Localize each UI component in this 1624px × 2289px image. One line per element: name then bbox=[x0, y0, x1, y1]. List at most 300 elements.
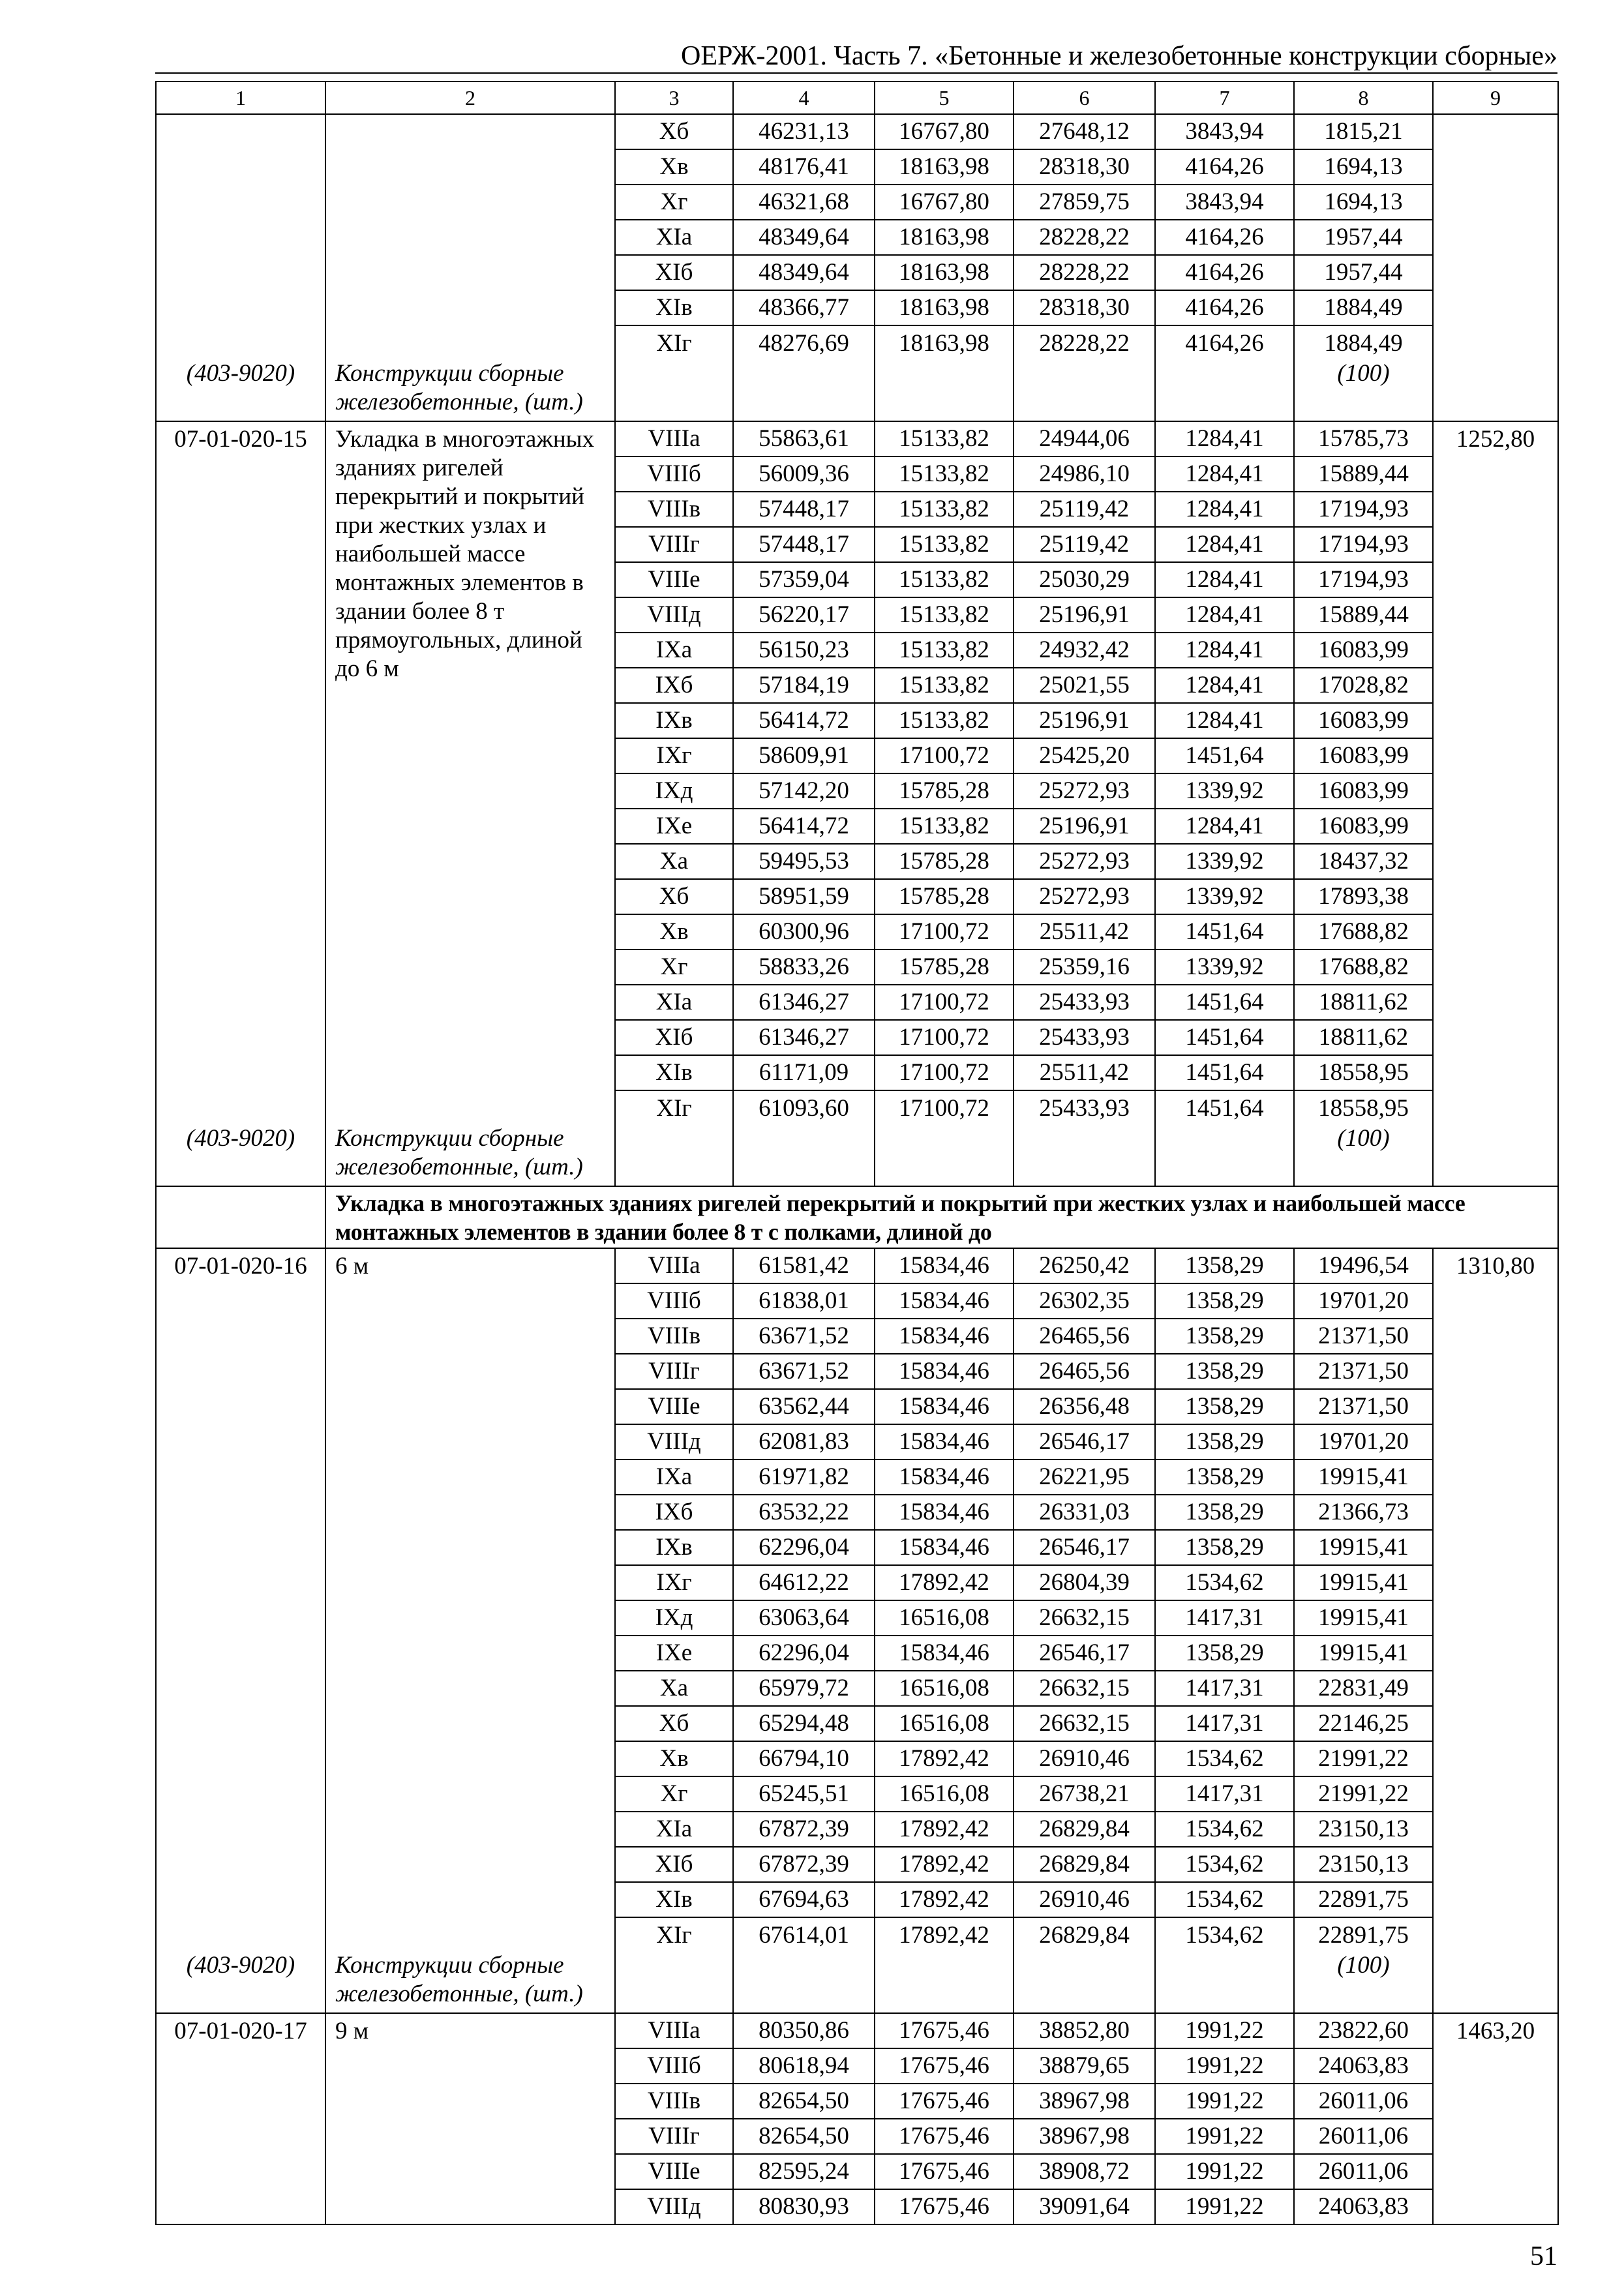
col-4-value: 65979,72 bbox=[759, 1675, 849, 1701]
col-5-cell bbox=[875, 773, 1014, 809]
col-3-cell bbox=[615, 773, 733, 809]
col-8-value: 17688,82 bbox=[1318, 918, 1409, 945]
col-3-value: Xв bbox=[659, 1745, 689, 1772]
col-6-cell bbox=[1014, 325, 1155, 421]
col-7-value: 1284,41 bbox=[1185, 813, 1264, 839]
col-8-cell bbox=[1294, 1812, 1433, 1847]
col-4-cell bbox=[733, 325, 875, 421]
col-7-value: 1417,31 bbox=[1185, 1710, 1264, 1737]
col-5-value: 15834,46 bbox=[899, 1287, 989, 1314]
col-8-value: 16083,99 bbox=[1318, 813, 1409, 839]
col-5-value: 18163,98 bbox=[899, 224, 989, 250]
col-7-value: 1417,31 bbox=[1185, 1675, 1264, 1701]
code-cell bbox=[156, 114, 325, 421]
col-3-value: XIб bbox=[655, 1851, 693, 1878]
col-7-cell bbox=[1155, 325, 1294, 421]
col-4-cell bbox=[733, 255, 875, 290]
col-4-cell bbox=[733, 220, 875, 255]
col-8-value: 19496,54 bbox=[1318, 1252, 1409, 1279]
col-8-value: 22891,75 bbox=[1318, 1922, 1409, 1949]
col-4-value: 61093,60 bbox=[759, 1095, 849, 1122]
col-8-value: 24063,83 bbox=[1318, 2193, 1409, 2220]
col-8-cell bbox=[1294, 325, 1433, 421]
col-5-cell bbox=[875, 492, 1014, 527]
col-5-cell bbox=[875, 185, 1014, 220]
col-8-cell bbox=[1294, 1283, 1433, 1319]
col-8-value: 26011,06 bbox=[1318, 2158, 1409, 2185]
col-3-value: VIIIд bbox=[647, 2193, 701, 2220]
col-7-value: 1534,62 bbox=[1185, 1816, 1264, 1842]
col-8-cell bbox=[1294, 290, 1433, 325]
col-8-cell bbox=[1294, 185, 1433, 220]
col-4-value: 62296,04 bbox=[759, 1534, 849, 1561]
col-7-value: 1451,64 bbox=[1185, 918, 1264, 945]
col-4-value: 65245,51 bbox=[759, 1780, 849, 1807]
col-6-cell bbox=[1014, 1741, 1155, 1776]
col-3-cell bbox=[615, 1565, 733, 1600]
col-7-cell bbox=[1155, 1459, 1294, 1495]
col-5-value: 15785,28 bbox=[899, 953, 989, 980]
col-6-cell bbox=[1014, 2154, 1155, 2189]
col-3-value: IXг bbox=[656, 742, 692, 769]
col-3-value: Xг bbox=[660, 1780, 688, 1807]
col-7-cell bbox=[1155, 2189, 1294, 2224]
col-3-value: XIа bbox=[655, 989, 693, 1015]
col-8-cell bbox=[1294, 773, 1433, 809]
page-number: 51 bbox=[1530, 2241, 1557, 2271]
col-6-value: 26829,84 bbox=[1039, 1851, 1130, 1878]
col-7-cell bbox=[1155, 1020, 1294, 1055]
col-8-value: 21366,73 bbox=[1318, 1499, 1409, 1525]
col-5-cell bbox=[875, 1636, 1014, 1671]
col-4-cell bbox=[733, 1636, 875, 1671]
col-4-cell bbox=[733, 2119, 875, 2154]
col-7-cell bbox=[1155, 220, 1294, 255]
col-3-value: VIIIе bbox=[648, 2158, 700, 2185]
description-cell bbox=[325, 114, 615, 421]
column-number: 9 bbox=[1433, 82, 1558, 114]
col-7-cell bbox=[1155, 2013, 1294, 2048]
col-6-cell bbox=[1014, 1090, 1155, 1186]
col-4-value: 82654,50 bbox=[759, 2123, 849, 2149]
col-6-value: 24932,42 bbox=[1039, 636, 1130, 663]
table-row bbox=[156, 2013, 1558, 2048]
col-7-value: 1284,41 bbox=[1185, 636, 1264, 663]
col-3-value: IXв bbox=[655, 707, 693, 734]
norm-description: Укладка в многоэтажных зданиях ригелей перекрытий и покрытий при жестких узлах и наибольшей массе монтажных элементов в здании более 8 т прямоугольных, длиной до 6 м bbox=[335, 426, 595, 682]
col-5-value: 17100,72 bbox=[899, 1095, 989, 1122]
col-6-cell bbox=[1014, 114, 1155, 149]
col-8-cell bbox=[1294, 1424, 1433, 1459]
col-7-cell bbox=[1155, 562, 1294, 597]
col-4-value: 58951,59 bbox=[759, 883, 849, 910]
col-4-cell bbox=[733, 1565, 875, 1600]
col-6-value: 25433,93 bbox=[1039, 1095, 1130, 1122]
col-7-value: 1339,92 bbox=[1185, 777, 1264, 804]
col-3-cell bbox=[615, 1882, 733, 1917]
col-5-cell bbox=[875, 1847, 1014, 1882]
col-3-value: VIIIг bbox=[648, 531, 700, 558]
col-8-value: 16083,99 bbox=[1318, 777, 1409, 804]
col-7-cell bbox=[1155, 1565, 1294, 1600]
col-3-cell bbox=[615, 1055, 733, 1090]
col-7-value: 1358,29 bbox=[1185, 1252, 1264, 1279]
col-7-value: 1358,29 bbox=[1185, 1287, 1264, 1314]
col-8-value: 22891,75 bbox=[1318, 1886, 1409, 1913]
col-7-value: 1417,31 bbox=[1185, 1780, 1264, 1807]
col-3-cell bbox=[615, 879, 733, 914]
col-6-cell bbox=[1014, 290, 1155, 325]
col-5-cell bbox=[875, 1741, 1014, 1776]
col-7-cell bbox=[1155, 1741, 1294, 1776]
col-4-value: 82654,50 bbox=[759, 2087, 849, 2114]
col-6-value: 26632,15 bbox=[1039, 1710, 1130, 1737]
col-8-cell bbox=[1294, 2189, 1433, 2224]
col-4-value: 56414,72 bbox=[759, 813, 849, 839]
col-5-value: 18163,98 bbox=[899, 294, 989, 321]
col-3-value: Xа bbox=[659, 848, 689, 875]
col-5-value: 15133,82 bbox=[899, 496, 989, 522]
col-8-cell bbox=[1294, 562, 1433, 597]
col-5-value: 17892,42 bbox=[899, 1851, 989, 1878]
col-5-value: 18163,98 bbox=[899, 153, 989, 180]
column-number: 8 bbox=[1294, 82, 1433, 114]
col-4-value: 80618,94 bbox=[759, 2052, 849, 2079]
col-5-cell bbox=[875, 844, 1014, 879]
col-8-value: 17194,93 bbox=[1318, 531, 1409, 558]
col-6-value: 26910,46 bbox=[1039, 1886, 1130, 1913]
col-5-value: 15785,28 bbox=[899, 848, 989, 875]
col-7-cell bbox=[1155, 421, 1294, 456]
col-6-value: 24944,06 bbox=[1039, 425, 1130, 452]
col-7-value: 1358,29 bbox=[1185, 1393, 1264, 1420]
column-number-row bbox=[156, 82, 1558, 114]
col-8-value: 17893,38 bbox=[1318, 883, 1409, 910]
col-6-value: 26546,17 bbox=[1039, 1534, 1130, 1561]
col-8-value: 15785,73 bbox=[1318, 425, 1409, 452]
col-4-cell bbox=[733, 668, 875, 703]
col-5-value: 15834,46 bbox=[899, 1393, 989, 1420]
col-7-value: 1358,29 bbox=[1185, 1428, 1264, 1455]
col-6-value: 38967,98 bbox=[1039, 2123, 1130, 2149]
col-6-cell bbox=[1014, 421, 1155, 456]
col-8-cell bbox=[1294, 1671, 1433, 1706]
col-4-cell bbox=[733, 809, 875, 844]
col-6-cell bbox=[1014, 1055, 1155, 1090]
col-4-value: 59495,53 bbox=[759, 848, 849, 875]
col-7-value: 1534,62 bbox=[1185, 1922, 1264, 1949]
col-5-cell bbox=[875, 950, 1014, 985]
col-5-value: 15133,82 bbox=[899, 425, 989, 452]
col-4-cell bbox=[733, 421, 875, 456]
col-6-value: 28318,30 bbox=[1039, 153, 1130, 180]
col-5-cell bbox=[875, 914, 1014, 950]
col-5-value: 16767,80 bbox=[899, 118, 989, 145]
col-6-cell bbox=[1014, 1020, 1155, 1055]
col-7-cell bbox=[1155, 2048, 1294, 2084]
col-8-cell bbox=[1294, 809, 1433, 844]
col-3-cell bbox=[615, 1530, 733, 1565]
col-5-cell bbox=[875, 255, 1014, 290]
col-8-cell bbox=[1294, 950, 1433, 985]
col-4-value: 56009,36 bbox=[759, 460, 849, 487]
col-7-value: 1451,64 bbox=[1185, 742, 1264, 769]
col-7-cell bbox=[1155, 668, 1294, 703]
col-8-cell bbox=[1294, 1020, 1433, 1055]
col-5-cell bbox=[875, 1459, 1014, 1495]
col-3-value: VIIIд bbox=[647, 601, 701, 628]
col-7-value: 1358,29 bbox=[1185, 1463, 1264, 1490]
resource-quantity: (100) bbox=[1337, 360, 1390, 387]
col-4-cell bbox=[733, 1248, 875, 1283]
col-7-value: 1284,41 bbox=[1185, 531, 1264, 558]
col-6-value: 26546,17 bbox=[1039, 1639, 1130, 1666]
col-7-cell bbox=[1155, 1776, 1294, 1812]
col-3-cell bbox=[615, 2084, 733, 2119]
col-4-cell bbox=[733, 456, 875, 492]
norm-code: 07-01-020-16 bbox=[174, 1253, 307, 1279]
col-5-value: 15785,28 bbox=[899, 883, 989, 910]
col-7-cell bbox=[1155, 703, 1294, 738]
col-8-cell bbox=[1294, 255, 1433, 290]
col-6-cell bbox=[1014, 1424, 1155, 1459]
col-3-cell bbox=[615, 1424, 733, 1459]
col-8-value: 21991,22 bbox=[1318, 1780, 1409, 1807]
col-3-value: XIг bbox=[656, 330, 692, 357]
col-7-cell bbox=[1155, 2154, 1294, 2189]
col-6-value: 28318,30 bbox=[1039, 294, 1130, 321]
col-5-value: 15834,46 bbox=[899, 1639, 989, 1666]
col-5-value: 15834,46 bbox=[899, 1463, 989, 1490]
col-7-value: 1339,92 bbox=[1185, 883, 1264, 910]
col-7-value: 1284,41 bbox=[1185, 460, 1264, 487]
col-7-value: 1339,92 bbox=[1185, 848, 1264, 875]
col-6-cell bbox=[1014, 1354, 1155, 1389]
code-cell bbox=[156, 421, 325, 1186]
col-5-value: 15834,46 bbox=[899, 1428, 989, 1455]
col-3-cell bbox=[615, 1776, 733, 1812]
col-6-value: 38879,65 bbox=[1039, 2052, 1130, 2079]
col-7-value: 1991,22 bbox=[1185, 2123, 1264, 2149]
col-6-value: 26829,84 bbox=[1039, 1816, 1130, 1842]
col-5-value: 17675,46 bbox=[899, 2017, 989, 2044]
col-7-value: 1534,62 bbox=[1185, 1745, 1264, 1772]
col-3-value: VIIIа bbox=[648, 425, 700, 452]
col-7-value: 4164,26 bbox=[1185, 224, 1264, 250]
col-6-value: 26804,39 bbox=[1039, 1569, 1130, 1596]
column-number: 7 bbox=[1155, 82, 1294, 114]
col-4-cell bbox=[733, 1600, 875, 1636]
col-6-value: 26302,35 bbox=[1039, 1287, 1130, 1314]
col-3-value: Xб bbox=[659, 1710, 689, 1737]
col-7-value: 1358,29 bbox=[1185, 1639, 1264, 1666]
col-6-value: 25511,42 bbox=[1039, 918, 1130, 945]
col-4-value: 61171,09 bbox=[759, 1059, 849, 1086]
col-5-value: 15133,82 bbox=[899, 636, 989, 663]
col-6-cell bbox=[1014, 879, 1155, 914]
col-4-cell bbox=[733, 2084, 875, 2119]
col-6-value: 26250,42 bbox=[1039, 1252, 1130, 1279]
code-cell bbox=[156, 1248, 325, 2013]
col-8-value: 18437,32 bbox=[1318, 848, 1409, 875]
col-8-value: 1957,44 bbox=[1324, 259, 1403, 286]
col-4-cell bbox=[733, 1055, 875, 1090]
col-6-cell bbox=[1014, 633, 1155, 668]
col-3-value: VIIIб bbox=[647, 460, 701, 487]
col-6-value: 26910,46 bbox=[1039, 1745, 1130, 1772]
col-5-cell bbox=[875, 2013, 1014, 2048]
col-8-value: 16083,99 bbox=[1318, 742, 1409, 769]
col-7-value: 1284,41 bbox=[1185, 707, 1264, 734]
col-3-value: XIв bbox=[655, 294, 693, 321]
col-7-cell bbox=[1155, 1389, 1294, 1424]
col-5-cell bbox=[875, 738, 1014, 773]
col-5-value: 15785,28 bbox=[899, 777, 989, 804]
col-8-value: 19915,41 bbox=[1318, 1569, 1409, 1596]
col-3-value: IXе bbox=[655, 813, 693, 839]
col-4-cell bbox=[733, 703, 875, 738]
col-4-value: 46321,68 bbox=[759, 188, 849, 215]
col-5-value: 15133,82 bbox=[899, 672, 989, 698]
col-6-value: 38908,72 bbox=[1039, 2158, 1130, 2185]
col-8-cell bbox=[1294, 1389, 1433, 1424]
col-8-cell bbox=[1294, 1354, 1433, 1389]
col-8-value: 19915,41 bbox=[1318, 1534, 1409, 1561]
col-4-value: 57359,04 bbox=[759, 566, 849, 593]
col-6-cell bbox=[1014, 2048, 1155, 2084]
col-7-cell bbox=[1155, 879, 1294, 914]
col-7-value: 1358,29 bbox=[1185, 1358, 1264, 1384]
col-4-cell bbox=[733, 1706, 875, 1741]
col-7-cell bbox=[1155, 149, 1294, 185]
col-7-value: 1358,29 bbox=[1185, 1534, 1264, 1561]
col-6-cell bbox=[1014, 597, 1155, 633]
col-7-cell bbox=[1155, 950, 1294, 985]
col-5-cell bbox=[875, 1283, 1014, 1319]
col-5-cell bbox=[875, 809, 1014, 844]
col-7-cell bbox=[1155, 914, 1294, 950]
col-4-cell bbox=[733, 950, 875, 985]
col-4-cell bbox=[733, 2013, 875, 2048]
col-7-cell bbox=[1155, 597, 1294, 633]
col-7-value: 1284,41 bbox=[1185, 496, 1264, 522]
col-7-value: 1358,29 bbox=[1185, 1323, 1264, 1349]
norm-description: 9 м bbox=[335, 2018, 369, 2044]
col-8-cell bbox=[1294, 2119, 1433, 2154]
col-5-value: 17892,42 bbox=[899, 1569, 989, 1596]
col-5-value: 16516,08 bbox=[899, 1710, 989, 1737]
col-6-cell bbox=[1014, 1882, 1155, 1917]
col-6-value: 26546,17 bbox=[1039, 1428, 1130, 1455]
col-3-value: Xг bbox=[660, 188, 688, 215]
col-6-cell bbox=[1014, 1847, 1155, 1882]
col-5-value: 15834,46 bbox=[899, 1534, 989, 1561]
col-4-value: 48349,64 bbox=[759, 224, 849, 250]
col-4-cell bbox=[733, 492, 875, 527]
col-4-cell bbox=[733, 738, 875, 773]
col-8-cell bbox=[1294, 492, 1433, 527]
col-4-value: 62296,04 bbox=[759, 1639, 849, 1666]
col-7-value: 1358,29 bbox=[1185, 1499, 1264, 1525]
col-6-value: 26632,15 bbox=[1039, 1675, 1130, 1701]
col-3-value: IXв bbox=[655, 1534, 693, 1561]
col-3-cell bbox=[615, 844, 733, 879]
col-8-cell bbox=[1294, 149, 1433, 185]
col-6-value: 28228,22 bbox=[1039, 224, 1130, 250]
col-6-value: 25196,91 bbox=[1039, 813, 1130, 839]
col-8-value: 1957,44 bbox=[1324, 224, 1403, 250]
col-8-value: 16083,99 bbox=[1318, 636, 1409, 663]
col-7-value: 1534,62 bbox=[1185, 1569, 1264, 1596]
col-8-cell bbox=[1294, 1319, 1433, 1354]
col-4-value: 63562,44 bbox=[759, 1393, 849, 1420]
col-6-value: 26829,84 bbox=[1039, 1922, 1130, 1949]
col-3-value: XIв bbox=[655, 1886, 693, 1913]
col-7-cell bbox=[1155, 809, 1294, 844]
col-6-value: 25272,93 bbox=[1039, 777, 1130, 804]
col-4-value: 61346,27 bbox=[759, 1024, 849, 1051]
col-5-value: 16516,08 bbox=[899, 1675, 989, 1701]
column-number: 2 bbox=[325, 82, 615, 114]
col-3-cell bbox=[615, 1283, 733, 1319]
col-8-value: 17688,82 bbox=[1318, 953, 1409, 980]
col-5-cell bbox=[875, 703, 1014, 738]
col-5-value: 16516,08 bbox=[899, 1604, 989, 1631]
col-6-cell bbox=[1014, 1917, 1155, 2013]
col-8-cell bbox=[1294, 2084, 1433, 2119]
col-7-cell bbox=[1155, 1636, 1294, 1671]
col-4-value: 57448,17 bbox=[759, 531, 849, 558]
col-3-value: IXд bbox=[655, 777, 693, 804]
col-4-cell bbox=[733, 149, 875, 185]
col-4-cell bbox=[733, 1776, 875, 1812]
col-7-value: 1991,22 bbox=[1185, 2193, 1264, 2220]
col-8-value: 18811,62 bbox=[1318, 1024, 1409, 1051]
col-4-value: 65294,48 bbox=[759, 1710, 849, 1737]
col-9-value: 1310,80 bbox=[1456, 1253, 1535, 1279]
col-6-cell bbox=[1014, 2084, 1155, 2119]
col-6-value: 25433,93 bbox=[1039, 989, 1130, 1015]
col-4-cell bbox=[733, 1020, 875, 1055]
col-9-cell bbox=[1433, 421, 1558, 1186]
col-4-cell bbox=[733, 290, 875, 325]
col-3-cell bbox=[615, 809, 733, 844]
col-5-value: 17100,72 bbox=[899, 1059, 989, 1086]
col-4-value: 63671,52 bbox=[759, 1358, 849, 1384]
col-8-value: 22831,49 bbox=[1318, 1675, 1409, 1701]
col-3-value: Xв bbox=[659, 918, 689, 945]
col-5-cell bbox=[875, 1706, 1014, 1741]
col-7-value: 1451,64 bbox=[1185, 1059, 1264, 1086]
col-5-cell bbox=[875, 325, 1014, 421]
table-row bbox=[156, 1248, 1558, 1283]
col-7-value: 1991,22 bbox=[1185, 2017, 1264, 2044]
col-8-value: 17194,93 bbox=[1318, 496, 1409, 522]
col-3-cell bbox=[615, 2189, 733, 2224]
col-5-cell bbox=[875, 1530, 1014, 1565]
col-4-cell bbox=[733, 1812, 875, 1847]
col-5-cell bbox=[875, 2048, 1014, 2084]
col-6-value: 25119,42 bbox=[1039, 496, 1130, 522]
col-9-value: 1252,80 bbox=[1456, 426, 1535, 453]
col-4-value: 67614,01 bbox=[759, 1922, 849, 1949]
col-3-cell bbox=[615, 633, 733, 668]
col-7-cell bbox=[1155, 1847, 1294, 1882]
norm-code: 07-01-020-17 bbox=[174, 2018, 307, 2044]
col-5-cell bbox=[875, 220, 1014, 255]
resource-name: Конструкции сборные железобетонные, (шт.) bbox=[335, 1952, 583, 2007]
col-3-value: Xа bbox=[659, 1675, 689, 1701]
